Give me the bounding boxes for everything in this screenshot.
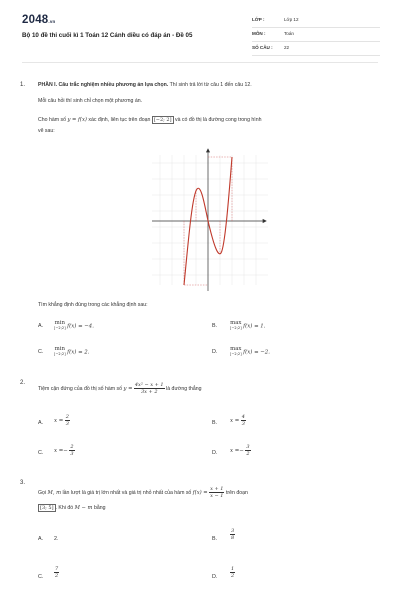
q3-option-c[interactable]: $\frac{7}{2}$: [55, 566, 59, 579]
q2-option-d[interactable]: x =− $\frac{3}{2}$: [230, 444, 250, 457]
q1-option-a-letter[interactable]: A.: [38, 323, 44, 329]
q3-option-c-letter[interactable]: C.: [38, 574, 44, 580]
graph-grid: [152, 155, 268, 285]
q3-option-d-letter[interactable]: D.: [212, 574, 218, 580]
q3-option-d[interactable]: $\frac{1}{2}$: [231, 566, 235, 579]
q2-option-d-letter[interactable]: D.: [212, 450, 218, 456]
q3-option-a-letter[interactable]: A.: [38, 536, 44, 542]
q2-option-b[interactable]: x = $\frac{4}{3}$: [230, 414, 245, 427]
graph-axes: [152, 149, 266, 291]
meta-question-count-row: SỐ CÂU : 22: [252, 42, 380, 56]
q1-option-c[interactable]: min [−2;2] f(x) = 2.: [54, 346, 90, 356]
q2-option-a-letter[interactable]: A.: [38, 420, 44, 426]
q3-option-b[interactable]: $\frac{3}{8}$: [231, 528, 235, 541]
q2-option-c-letter[interactable]: C.: [38, 450, 44, 456]
question-1-line2: Mỗi câu hỏi thí sinh chỉ chọn một phương án.: [38, 98, 143, 104]
question-3-stem: Gọi M, m lần lượt là giá trị lớn nhất và giá trị nhỏ nhất của hàm số f(x) = $\frac{x + 1}{x - 1}$ trên đoạn: [38, 486, 248, 499]
q3-option-a[interactable]: 2.: [54, 536, 59, 542]
q1-option-b-letter[interactable]: B.: [212, 323, 218, 329]
q1-option-d[interactable]: max [−2;2] f(x) = −2.: [230, 346, 270, 356]
question-1-number: 1.: [20, 82, 26, 88]
q1-option-c-letter[interactable]: C.: [38, 349, 44, 355]
site-logo[interactable]: 2048.vn: [22, 14, 56, 26]
q2-option-c[interactable]: x =− $\frac{2}{3}$: [54, 444, 74, 457]
question-2-number: 2.: [20, 380, 26, 386]
q1-option-b[interactable]: max [−2;2] f(x) = 1.: [230, 320, 266, 330]
question-1-stem-cont: vẽ sau:: [38, 128, 55, 134]
q3-option-b-letter[interactable]: B.: [212, 536, 218, 542]
meta-class-row: LỚP : Lớp 12: [252, 14, 380, 28]
question-1-stem: Cho hàm số y = f(x) xác định, liên tục trên đoạn [−2; 2] và có đồ thị là đường cong trong hình: [38, 117, 262, 123]
header-divider: [22, 62, 378, 63]
question-3-number: 3.: [20, 480, 26, 486]
q2-option-a[interactable]: x = $\frac{2}{3}$: [54, 414, 69, 427]
part-heading: PHẦN I. Câu trắc nghiệm nhiều phương án lựa chọn. Thí sinh trả lời từ câu 1 đến câu 12.: [38, 82, 252, 88]
function-graph: [150, 145, 270, 295]
document-title: Bộ 10 đề thi cuối kì 1 Toán 12 Cánh diều có đáp án - Đề 05: [22, 32, 193, 39]
q2-option-b-letter[interactable]: B.: [212, 420, 218, 426]
q1-option-d-letter[interactable]: D.: [212, 349, 218, 355]
question-1-prompt: Tìm khẳng định đúng trong các khẳng định sau:: [38, 302, 148, 308]
meta-subject-row: MÔN : Toán: [252, 28, 380, 42]
question-3-stem-cont: [3; 5] . Khi đó M − m bằng: [40, 505, 106, 511]
q1-option-a[interactable]: min [−2;2] f(x) = −4.: [54, 320, 94, 330]
question-2-stem: Tiệm cận đứng của đồ thị số hàm số y = $\frac{\text{4x² − x + 1}}{3x + 2}$ là đường thẳng: [38, 382, 202, 395]
